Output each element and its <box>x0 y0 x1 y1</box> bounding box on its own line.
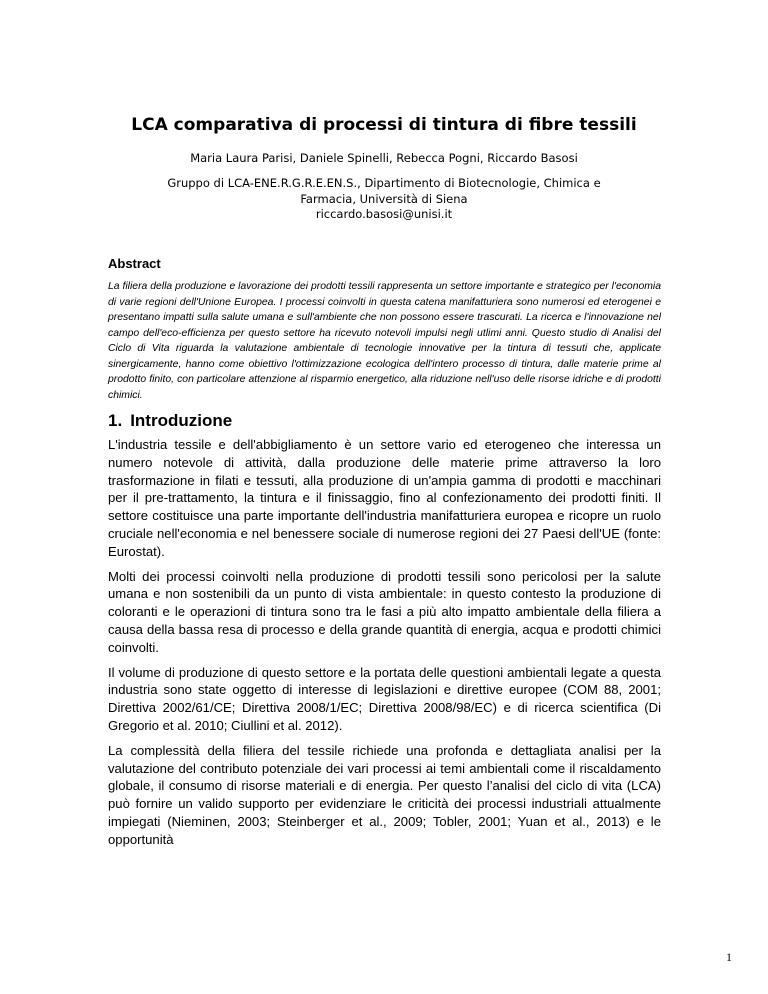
body-paragraph: Molti dei processi coinvolti nella produzione di prodotti tessili sono pericolosi per la salute umana e non sostenibili da un punto di vista ambientale: in questo contesto la produzione di coloranti e le operazioni di tintura sono tra le fasi a più alto impatto ambientale della filiera a causa della bassa resa di processo e della grande quantità di energia, acqua e prodotti chimici coinvolti. <box>108 568 661 655</box>
body-paragraph: La complessità della filiera del tessile richiede una profonda e dettagliata analisi per la valutazione del contributo potenziale dei vari processi ai temi ambientali come il riscaldamento globale, il consumo di risorse materiali e di energia. Per questo l’analisi del ciclo di vita (LCA) può fornire un valido supporto per evidenziare le criticità dei processi industriali attualmente impiegati (Nieminen, 2003; Steinberger et al., 2009; Tobler, 2001; Yuan et al., 2013) e le opportunità <box>108 742 661 847</box>
author-list: Maria Laura Parisi, Daniele Spinelli, Rebecca Pogni, Riccardo Basosi <box>190 151 578 165</box>
abstract-heading: Abstract <box>108 256 161 271</box>
body-paragraph: Il volume di produzione di questo settore e la portata delle questioni ambientali legate a questa industria sono state oggetto di interesse di legislazioni e direttive europee (COM 88, 2001; Direttiva 2002/61/CE; Direttiva 2008/1/EC; Direttiva 2008/98/EC) e di ricerca scientifica (Di Gregorio et al. 2010; Ciullini et al. 2012). <box>108 664 661 733</box>
affiliation-block <box>130 176 638 223</box>
section-body <box>108 436 661 856</box>
section-heading <box>108 410 232 432</box>
section-number: 1. <box>108 411 123 430</box>
section-title: Introduzione <box>130 411 233 430</box>
author-email: riccardo.basosi@unisi.it <box>315 207 453 221</box>
body-paragraph: L'industria tessile e dell'abbigliamento è un settore vario ed eterogeneo che interessa un numero notevole di attività, dalla produzione delle materie prime attraverso la loro trasformazione in filati e tessuti, alla produzione di un'ampia gamma di prodotti e macchinari per il pre-trattamento, la tintura e il finissaggio, fino al confezionamento dei prodotti finiti. Il settore costituisce una parte importante dell'industria manifatturiera europea e ricopre un ruolo cruciale nell'economia e nel benessere sociale di numerose regioni dei 27 Paesi dell'UE (fonte: Eurostat). <box>108 437 661 559</box>
page-number: 1 <box>726 950 732 964</box>
paper-title: LCA comparativa di processi di tintura di fibre tessili <box>131 115 637 135</box>
abstract-text: La filiera della produzione e lavorazione dei prodotti tessili rappresenta un settore importante e strategico per l'economia di varie regioni dell'Unione Europea. I processi coinvolti in questa catena manifatturiera sono numerosi ed eterogenei e presentano impatti sulla salute umana e sull'ambiente che non possono essere trascurati. La ricerca e l'innovazione nel campo dell'eco-efficienza per questo settore ha ricevuto notevoli impulsi negli utlimi anni. Questo studio di Analisi del Ciclo di Vita riguarda la valutazione ambientale di tecnologie innovative per la tintura di tessuti che, applicate sinergicamente, hanno come obiettivo l'ottimizzazione ecologica dell'intero processo di tintura, dalle materie prime al prodotto finito, con particolare attenzione al risparmio energetico, alla riduzione nell'uso delle risorse idriche e di prodotti chimici. <box>108 281 661 401</box>
affiliation-line: Farmacia, Università di Siena <box>300 191 468 206</box>
affiliation-line: Gruppo di LCA-ENE.R.G.R.E.EN.S., Dipartimento di Biotecnologie, Chimica e <box>167 176 601 190</box>
